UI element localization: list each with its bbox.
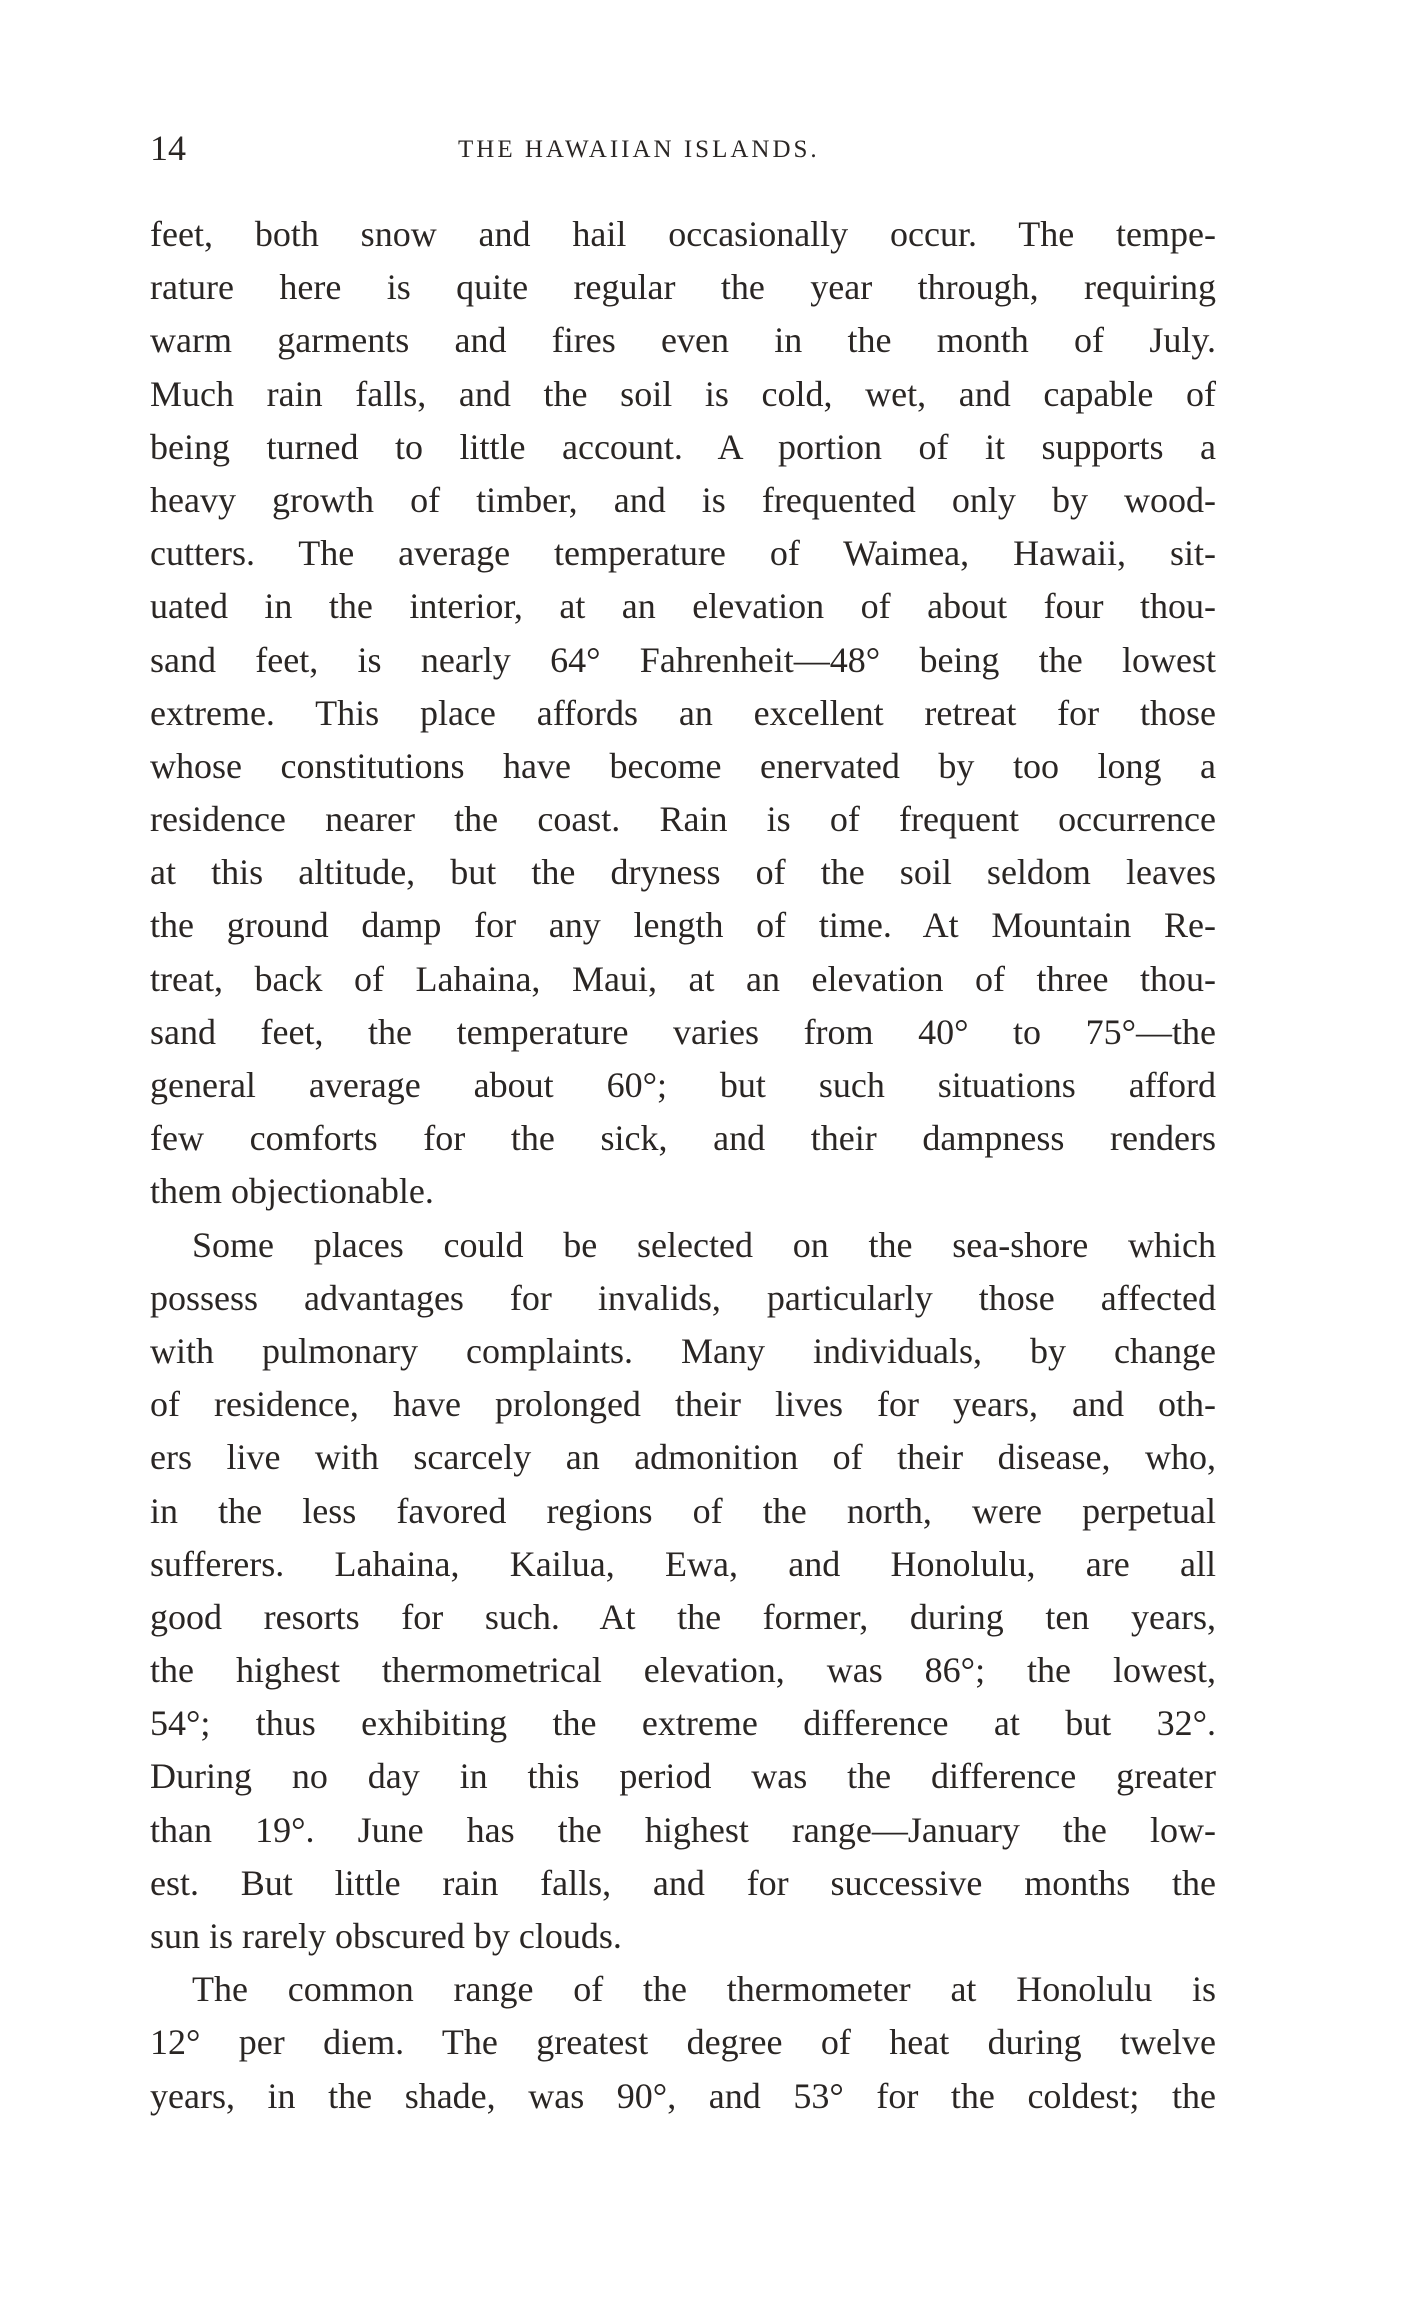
text-line: sand feet, the temperature varies from 40° to 75°—the bbox=[150, 1011, 1216, 1052]
text-line: est. But little rain falls, and for successive months the bbox=[150, 1862, 1216, 1903]
text-line: Some places could be selected on the sea-shore which bbox=[192, 1224, 1216, 1265]
paragraph-3 bbox=[150, 1963, 1216, 2123]
text-line: good resorts for such. At the former, during ten years, bbox=[150, 1596, 1216, 1637]
text-line: 12° per diem. The greatest degree of heat during twelve bbox=[150, 2022, 1216, 2063]
page-number: 14 bbox=[150, 128, 186, 168]
paragraph-2 bbox=[150, 1219, 1216, 1964]
text-line: sun is rarely obscured by clouds. bbox=[150, 1916, 622, 1956]
text-line: whose constitutions have become enervated by too long a bbox=[150, 745, 1216, 786]
text-line: 54°; thus exhibiting the extreme difference at but 32°. bbox=[150, 1703, 1216, 1744]
text-line: at this altitude, but the dryness of the soil seldom leaves bbox=[150, 852, 1216, 893]
text-line: cutters. The average temperature of Waimea, Hawaii, sit- bbox=[150, 533, 1216, 574]
text-line: heavy growth of timber, and is frequented only by wood- bbox=[150, 479, 1216, 520]
text-line: warm garments and fires even in the month of July. bbox=[150, 320, 1216, 361]
text-line: sand feet, is nearly 64° Fahrenheit—48° being the lowest bbox=[150, 639, 1216, 680]
body-text bbox=[150, 208, 1216, 2123]
text-line: years, in the shade, was 90°, and 53° for the coldest; the bbox=[150, 2075, 1216, 2116]
paragraph-1 bbox=[150, 208, 1216, 1219]
text-line: uated in the interior, at an elevation of about four thou- bbox=[150, 586, 1216, 627]
text-line: the ground damp for any length of time. At Mountain Re- bbox=[150, 905, 1216, 946]
text-line: possess advantages for invalids, particularly those affected bbox=[150, 1277, 1216, 1318]
text-line: them objectionable. bbox=[150, 1171, 434, 1212]
running-title: THE HAWAIIAN ISLANDS. bbox=[458, 136, 820, 163]
text-line: feet, both snow and hail occasionally occur. The tempe- bbox=[150, 214, 1216, 254]
text-line: extreme. This place affords an excellent retreat for those bbox=[150, 692, 1216, 733]
page-header bbox=[150, 128, 1216, 168]
text-line: The common range of the thermometer at Honolulu is bbox=[192, 1969, 1216, 2010]
text-line: general average about 60°; but such situations afford bbox=[150, 1065, 1216, 1105]
text-line: of residence, have prolonged their lives for years, and oth- bbox=[150, 1384, 1216, 1425]
text-line: in the less favored regions of the north, were perpetual bbox=[150, 1490, 1216, 1531]
text-line: than 19°. June has the highest range—January the low- bbox=[150, 1809, 1216, 1850]
text-line: few comforts for the sick, and their dampness renders bbox=[150, 1118, 1216, 1159]
text-line: ers live with scarcely an admonition of their disease, who, bbox=[150, 1437, 1216, 1478]
text-line: rature here is quite regular the year through, requiring bbox=[150, 267, 1216, 308]
text-line: being turned to little account. A portion of it supports a bbox=[150, 426, 1216, 467]
text-line: with pulmonary complaints. Many individuals, by change bbox=[150, 1330, 1216, 1371]
text-line: treat, back of Lahaina, Maui, at an elevation of three thou- bbox=[150, 958, 1216, 999]
text-line: sufferers. Lahaina, Kailua, Ewa, and Honolulu, are all bbox=[150, 1543, 1216, 1584]
text-line: the highest thermometrical elevation, was 86°; the lowest, bbox=[150, 1650, 1216, 1691]
text-line: Much rain falls, and the soil is cold, wet, and capable of bbox=[150, 373, 1216, 414]
text-line: During no day in this period was the difference greater bbox=[150, 1756, 1216, 1797]
text-line: residence nearer the coast. Rain is of frequent occurrence bbox=[150, 799, 1216, 840]
